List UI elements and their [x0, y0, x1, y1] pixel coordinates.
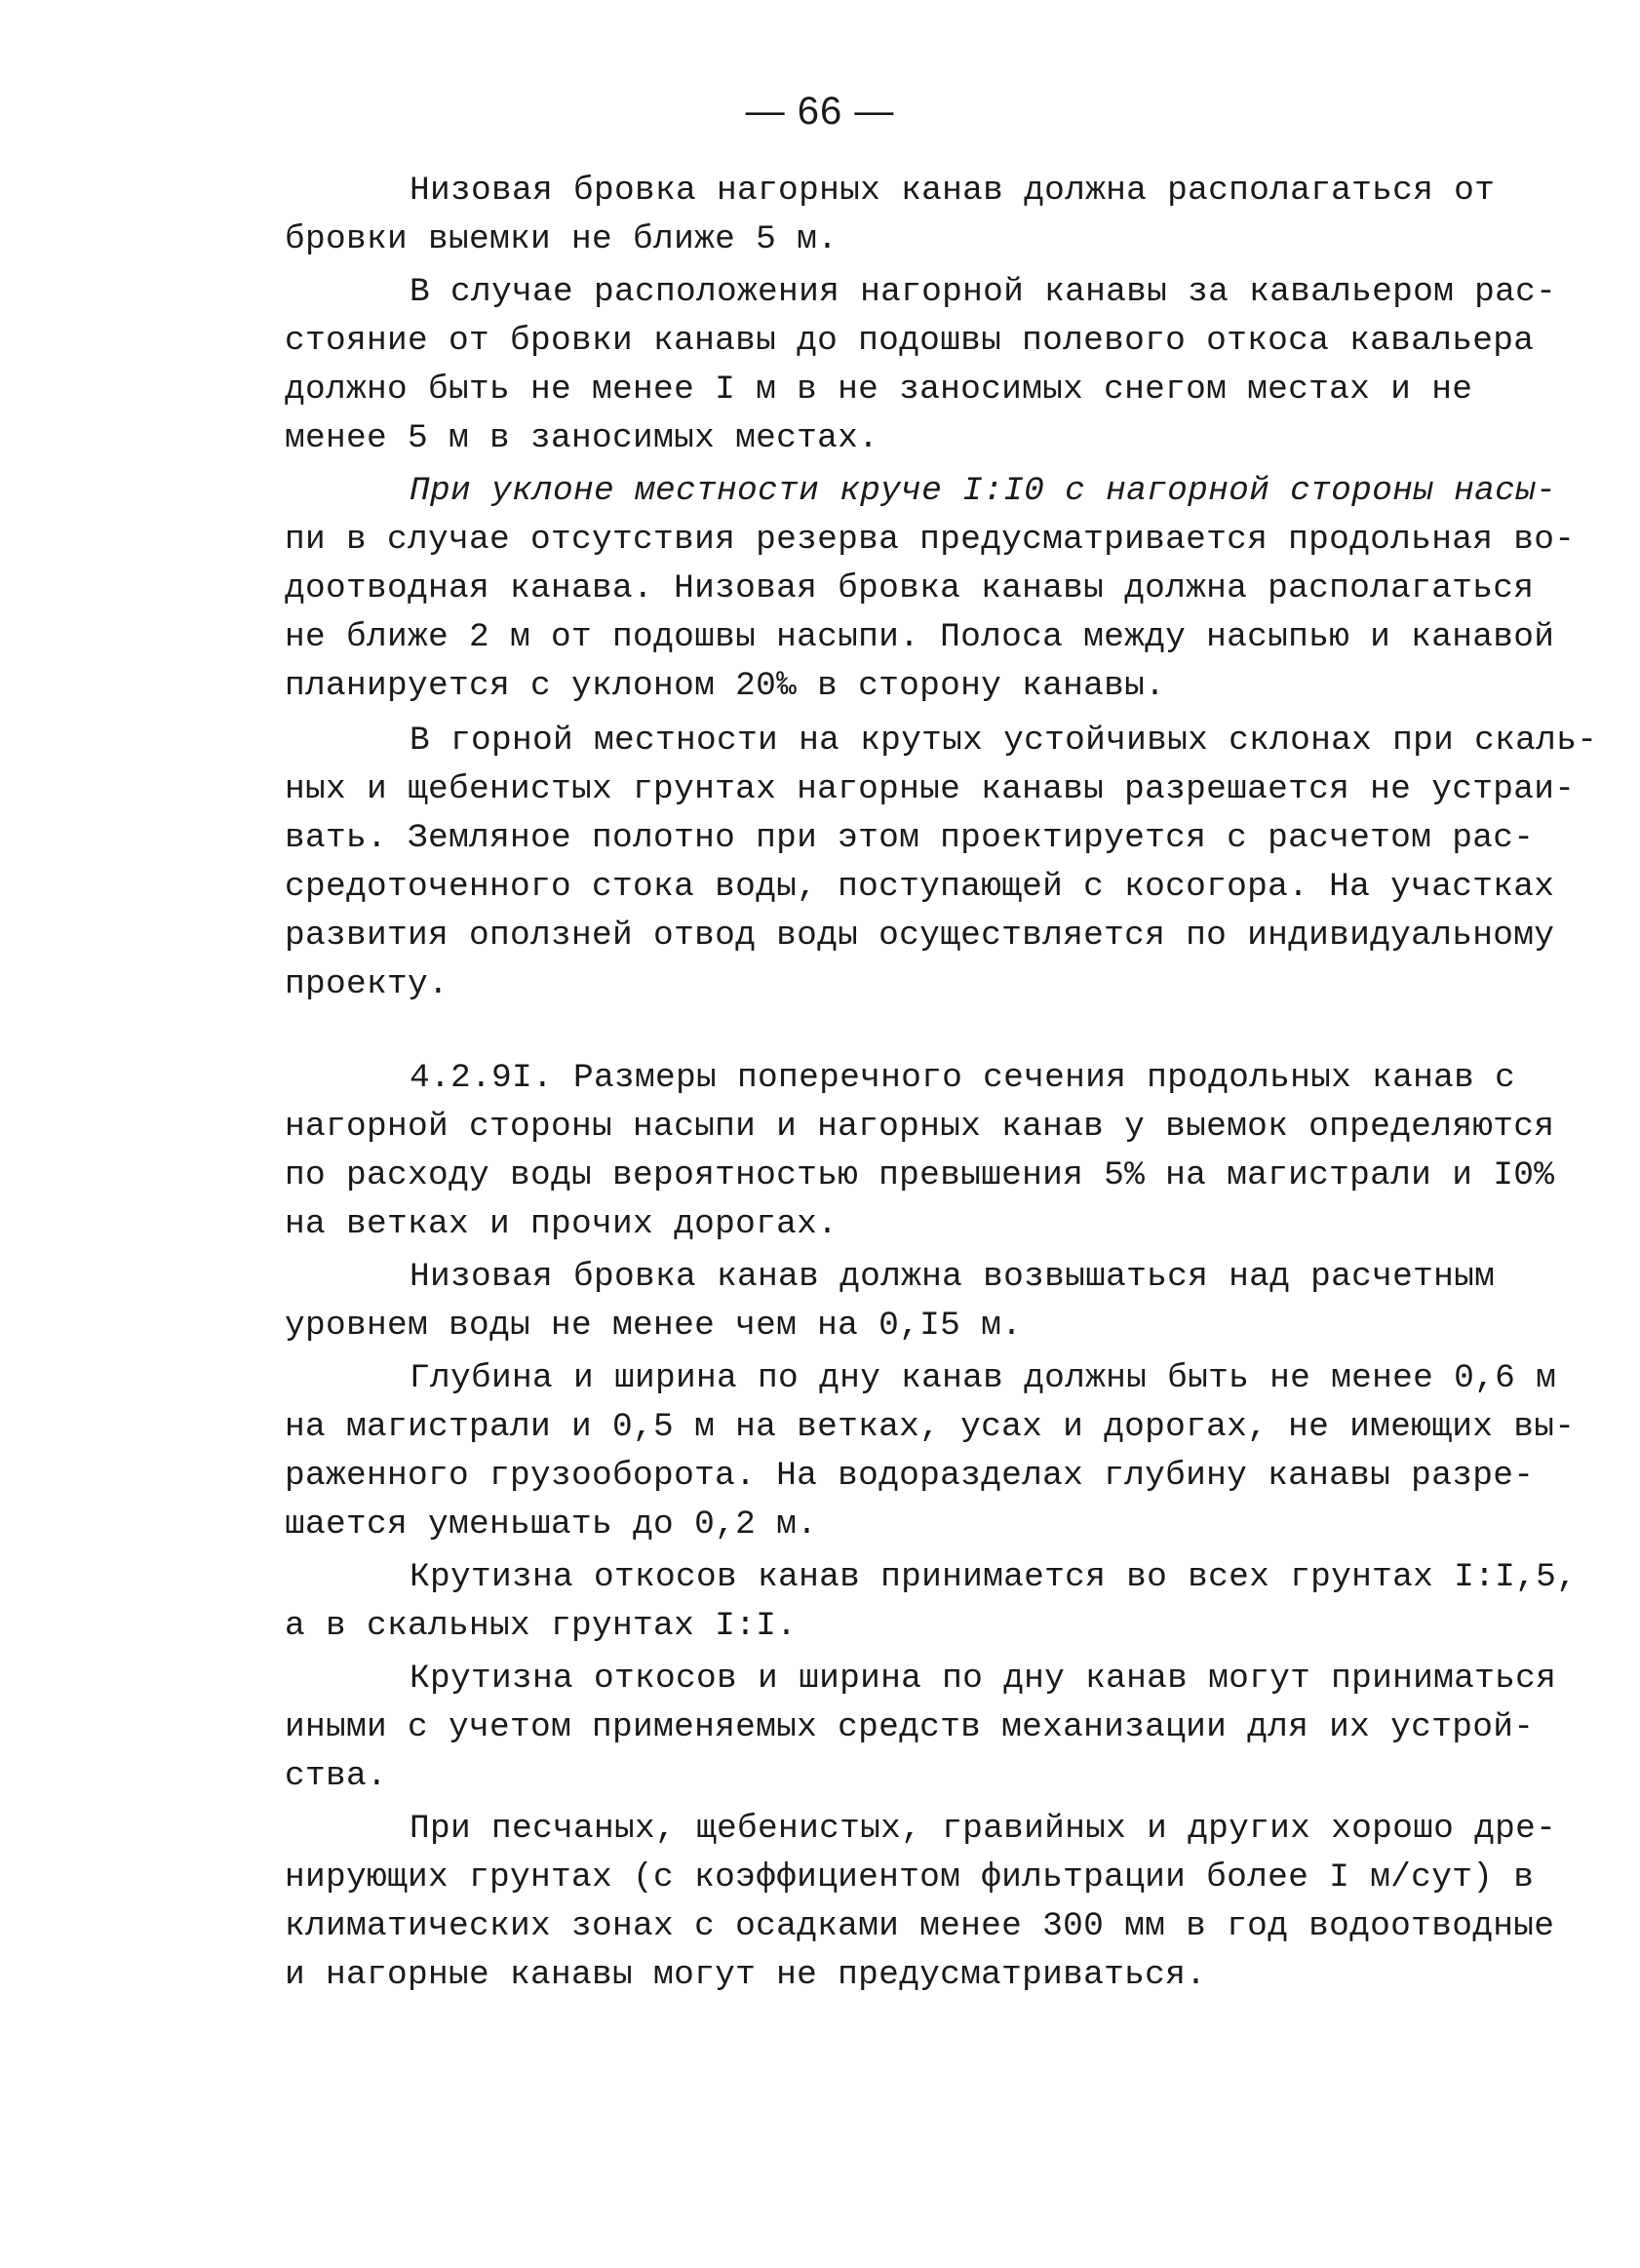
text-line: При уклоне местности круче I:I0 с нагорной стороны насы-: [410, 472, 1557, 510]
text-line: а в скальных грунтах I:I.: [285, 1607, 798, 1645]
text-line: по расходу воды вероятностью превышения 5% на магистрали и I0%: [285, 1156, 1555, 1194]
text-line: проекту.: [285, 965, 449, 1003]
text-line: развития оползней отвод воды осуществляется по индивидуальному: [285, 917, 1555, 955]
text-line: раженного грузооборота. На водоразделах глубину канавы разре-: [285, 1457, 1535, 1495]
text-line: бровки выемки не ближе 5 м.: [285, 220, 839, 258]
text-line: Низовая бровка нагорных канав должна располагаться от: [410, 172, 1496, 210]
text-line: В случае расположения нагорной канавы за кавальером рас-: [410, 273, 1557, 311]
text-line: вать. Земляное полотно при этом проектируется с расчетом рас-: [285, 819, 1535, 857]
text-line: Крутизна откосов канав принимается во всех грунтах I:I,5,: [410, 1558, 1578, 1596]
text-line: Крутизна откосов и ширина по дну канав могут приниматься: [410, 1660, 1557, 1698]
text-line: менее 5 м в заносимых местах.: [285, 419, 879, 457]
text-line: на магистрали и 0,5 м на ветках, усах и дорогах, не имеющих вы-: [285, 1408, 1576, 1446]
text-line: Глубина и ширина по дну канав должны быть не менее 0,6 м: [410, 1359, 1557, 1397]
text-line: и нагорные канавы могут не предусматриваться.: [285, 1956, 1207, 1994]
text-line: должно быть не менее I м в не заносимых снегом местах и не: [285, 371, 1473, 409]
text-line: доотводная канава. Низовая бровка канавы должна располагаться: [285, 569, 1535, 607]
text-line: пи в случае отсутствия резерва предусматривается продольная во-: [285, 521, 1576, 559]
text-line: нирующих грунтах (с коэффициентом фильтрации более I м/сут) в: [285, 1858, 1535, 1897]
page-number: — 66 —: [745, 90, 895, 133]
section-heading-line: 4.2.9I. Размеры поперечного сечения продольных канав с: [410, 1059, 1516, 1097]
text-line: Низовая бровка канав должна возвышаться над расчетным: [410, 1258, 1496, 1296]
text-line: В горной местности на крутых устойчивых склонах при скаль-: [410, 722, 1598, 760]
text-line: ства.: [285, 1757, 388, 1795]
text-line: иными с учетом применяемых средств механизации для их устрой-: [285, 1708, 1535, 1746]
text-line: стояние от бровки канавы до подошвы полевого откоса кавальера: [285, 322, 1535, 360]
text-line: уровнем воды не менее чем на 0,I5 м.: [285, 1307, 1023, 1345]
text-line: ных и щебенистых грунтах нагорные канавы разрешается не устраи-: [285, 770, 1576, 808]
text-line: на ветках и прочих дорогах.: [285, 1205, 839, 1243]
text-line: шается уменьшать до 0,2 м.: [285, 1505, 818, 1544]
text-line: нагорной стороны насыпи и нагорных канав у выемок определяются: [285, 1108, 1555, 1146]
text-line: климатических зонах с осадками менее 300 мм в год водоотводные: [285, 1907, 1555, 1945]
text-line: не ближе 2 м от подошвы насыпи. Полоса между насыпью и канавой: [285, 618, 1555, 656]
text-line: средоточенного стока воды, поступающей с косогора. На участках: [285, 868, 1555, 906]
text-line: При песчаных, щебенистых, гравийных и других хорошо дре-: [410, 1810, 1557, 1848]
text-line: планируется с уклоном 20‰ в сторону канавы.: [285, 667, 1166, 705]
